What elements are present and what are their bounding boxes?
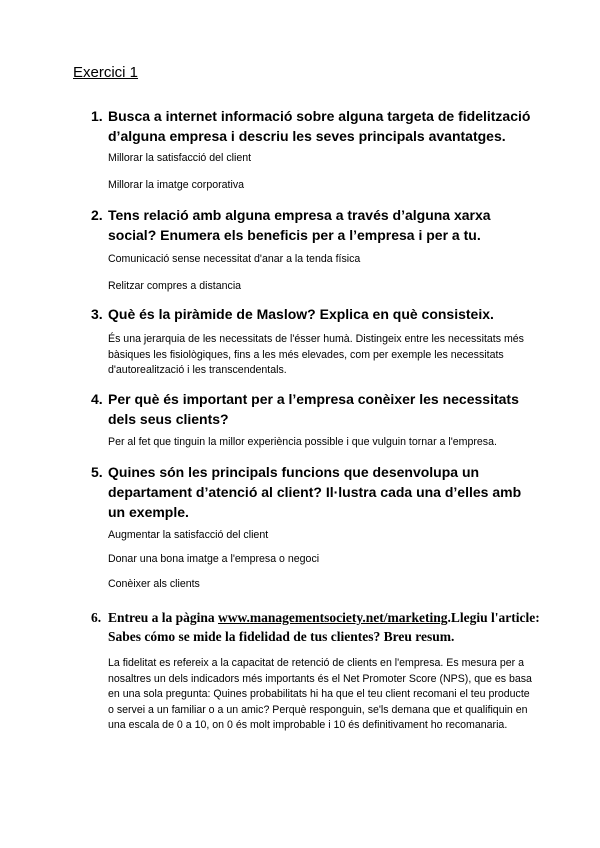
question-2 <box>91 205 541 245</box>
question-5 <box>91 462 541 522</box>
page-title: Exercici 1 <box>73 64 139 81</box>
answer-item: Millorar la imatge corporativa <box>108 179 245 191</box>
answer-paragraph: Per al fet que tinguin la millor experiència possible i que vulguin tornar a l'empresa. <box>108 436 497 448</box>
question-text-before: Entreu a la pàgina <box>108 610 219 625</box>
question-text: Què és la piràmide de Maslow? Explica en què consisteix. <box>108 306 494 322</box>
question-number: 5. <box>91 464 103 480</box>
question-text: Busca a internet informació sobre alguna targeta de fidelització d’alguna empresa i descriu les seves principals avantatges. <box>108 108 531 144</box>
answer-item: Comunicació sense necessitat d'anar a la tenda física <box>108 253 361 265</box>
question-3 <box>91 304 541 324</box>
question-number: 2. <box>91 207 103 223</box>
question-text: Quines són les principals funcions que desenvolupa un departament d’atenció al client? Il·lustra cada una d’elles amb un exemple. <box>108 464 522 520</box>
question-6 <box>91 608 541 646</box>
question-4 <box>91 389 541 429</box>
question-text-after: .Llegiu l'article: Sabes cómo se mide la fidelidad de tus clientes? Breu resum. <box>108 610 540 644</box>
question-text <box>108 608 541 646</box>
marketing-article-link[interactable]: www.managementsociety.net/marketing <box>218 610 448 625</box>
answer-item: Conèixer als clients <box>108 578 200 590</box>
question-number: 4. <box>91 391 103 407</box>
question-text: Per què és important per a l’empresa conèixer les necessitats dels seus clients? <box>108 391 519 427</box>
answer-item: Millorar la satisfacció del client <box>108 152 252 164</box>
question-number: 6. <box>91 610 102 625</box>
answer-paragraph: És una jerarquia de les necessitats de l'ésser humà. Distingeix entre les necessitats més bàsiques les fisiològiques, fins a les més elevades, com per exemple les necessitats d'autorealització i les transcendentals. <box>108 333 524 376</box>
question-number: 3. <box>91 306 103 322</box>
question-1 <box>91 106 541 146</box>
question-number: 1. <box>91 108 103 124</box>
answer-item: Relitzar compres a distancia <box>108 280 242 292</box>
question-text: Tens relació amb alguna empresa a través d’alguna xarxa social? Enumera els beneficis per a l’empresa i per a tu. <box>108 207 491 243</box>
answer-item: Donar una bona imatge a l'empresa o negoci <box>108 553 320 565</box>
answer-paragraph: La fidelitat es refereix a la capacitat de retenció de clients en l'empresa. Es mesura per a nosaltres un dels indicadors més importants és el Net Promoter Score (NPS), que es basa en una sola pregunta: Quines probabilitats hi ha que el teu client recomani el teu producte o servei a un familiar o a un amic? Perquè responguin, se'ls demana que et qualifiquin en una escala de 0 a 10, on 0 és molt improbable i 10 és definitivament ho recomanaria. <box>108 657 532 731</box>
answer-item: Augmentar la satisfacció del client <box>108 529 269 541</box>
